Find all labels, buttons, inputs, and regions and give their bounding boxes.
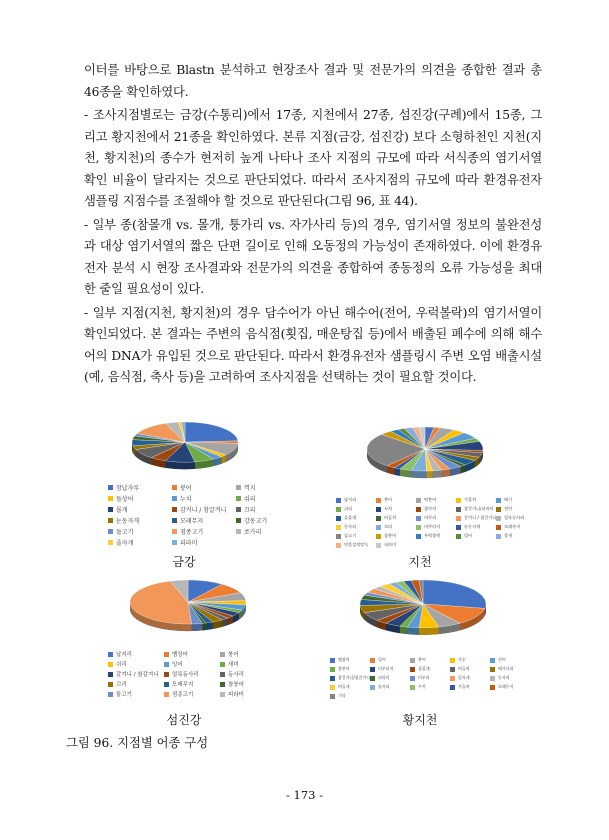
legend-swatch xyxy=(236,485,241,490)
legend-swatch xyxy=(164,692,169,697)
legend-swatch xyxy=(108,518,113,523)
legend-swatch xyxy=(490,685,495,690)
legend-item xyxy=(108,670,158,678)
legend-item xyxy=(416,506,450,512)
legend-item xyxy=(220,660,270,668)
pie-slice-side xyxy=(206,622,213,630)
legend-label: 배가사리 xyxy=(498,666,514,671)
legend-swatch xyxy=(336,543,341,548)
legend-item xyxy=(370,666,404,672)
legend-swatch xyxy=(456,507,461,512)
legend-swatch xyxy=(376,498,381,503)
legend-label: 쉬리 xyxy=(116,662,127,668)
legend-swatch xyxy=(220,652,225,657)
legend-label: 전어 xyxy=(498,657,506,662)
legend-swatch xyxy=(370,667,375,672)
legend-item xyxy=(416,515,450,521)
pie-slice-side xyxy=(411,470,426,478)
legend-item xyxy=(336,497,370,503)
legend-swatch xyxy=(370,685,375,690)
legend-swatch xyxy=(496,525,501,530)
legend-swatch xyxy=(108,540,113,545)
caption-hwangjicheon: 황지천 xyxy=(402,713,438,727)
legend-seomjingang xyxy=(108,650,270,698)
legend-item xyxy=(336,533,370,539)
legend-swatch xyxy=(416,534,421,539)
legend-item xyxy=(490,684,524,690)
legend-swatch xyxy=(410,676,415,681)
legend-item xyxy=(172,505,230,514)
legend-label: 참마자 xyxy=(424,506,437,511)
legend-label: 붕어 xyxy=(228,652,239,658)
legend-item xyxy=(456,524,490,530)
legend-swatch xyxy=(220,662,225,667)
legend-label: 새미 xyxy=(228,662,239,668)
legend-label: 누치 xyxy=(384,506,393,511)
legend-jicheon xyxy=(336,497,530,548)
legend-label: 얼룩동사리 xyxy=(504,515,525,520)
legend-swatch xyxy=(490,658,495,663)
legend-label: 납지리 xyxy=(116,652,132,658)
legend-swatch xyxy=(236,518,241,523)
legend-label: 눈동자개 xyxy=(116,518,140,525)
legend-item xyxy=(236,483,294,492)
legend-swatch xyxy=(220,692,225,697)
legend-label: 참붕어 xyxy=(228,682,244,688)
legend-label: 돌고기 xyxy=(344,533,357,538)
legend-label: 메기 xyxy=(504,497,513,502)
legend-swatch xyxy=(450,676,455,681)
legend-item xyxy=(370,657,404,663)
legend-swatch xyxy=(496,498,501,503)
legend-label: 전어 xyxy=(504,506,513,511)
legend-label: 꼬리 xyxy=(384,524,393,529)
legend-label: 모래무지 xyxy=(180,518,204,525)
legend-label: 동사리 xyxy=(498,675,510,680)
legend-swatch xyxy=(490,676,495,681)
legend-swatch xyxy=(370,676,375,681)
legend-label: 기타 xyxy=(338,693,346,698)
paragraph-3: - 일부 종(참몰개 vs. 몰개, 퉁가리 vs. 자가사리 등)의 경우, 염기서열 정보의 불완전성과 대상 염기서열의 짧은 단편 길이로 인해 오동정의 가능성이 존재하였다. 이에 환경유전자 분석 시 현장 조사결과와 전문가의 의견을 종합하여 종동정의 오류 가능성을 최대한 줄일 필요성이 있다. xyxy=(84,217,542,296)
legend-item xyxy=(172,527,230,536)
legend-item xyxy=(370,675,404,681)
paragraph-1: 이터를 바탕으로 Blastn 분석하고 현장조사 결과 및 전문가의 의견을 종합한 결과 총 46종을 확인하였다. xyxy=(84,63,542,99)
legend-item xyxy=(450,666,484,672)
legend-label: 참붕어 xyxy=(384,533,397,538)
legend-swatch xyxy=(450,658,455,663)
legend-label: 끄리 xyxy=(116,682,127,688)
legend-swatch xyxy=(220,682,225,687)
legend-swatch xyxy=(416,507,421,512)
legend-label: 모래무지 xyxy=(172,682,194,688)
legend-item xyxy=(496,533,530,539)
legend-label: 붕어 xyxy=(180,485,192,492)
legend-label: 가숭 xyxy=(458,657,466,662)
legend-label: 버들치 xyxy=(458,666,470,671)
legend-swatch xyxy=(236,496,241,501)
legend-swatch xyxy=(220,672,225,677)
pie-slice-side xyxy=(192,623,203,631)
legend-item xyxy=(376,533,410,539)
legend-swatch xyxy=(416,498,421,503)
pie-chart-hwangjicheon xyxy=(358,578,488,648)
paragraph-2: - 조사지점별로는 금강(수통리)에서 17종, 지천에서 27종, 섬진강(구례)에서 15종, 그리고 황지천에서 21종을 확인하였다. 본류 지점(금강, 섬진강) 보다 소형하천인 지천(지천, 황지천)의 종수가 현저히 높게 나타나 조사 지점의 규모에 따라 서식종의 염기서열 확인 비율이 달라지는 것으로 판단되었다. 따라서 조사지점의 규모에 따라 환경유전자 샘플링 지점수를 조절해야 할 것으로 판단된다(그림 96, 표 44). xyxy=(84,108,542,208)
legend-label: 송사리 xyxy=(378,684,390,689)
pie-slice xyxy=(423,580,486,608)
legend-item xyxy=(376,497,410,503)
pie-slice-side xyxy=(202,623,205,630)
legend-swatch xyxy=(108,652,113,657)
legend-swatch xyxy=(376,534,381,539)
body-text xyxy=(84,60,542,391)
legend-swatch xyxy=(450,667,455,672)
legend-label: 몰개 xyxy=(116,507,128,514)
legend-item xyxy=(330,657,364,663)
legend-label: 피라미 xyxy=(180,540,198,547)
legend-label: 돌상어 xyxy=(116,496,134,503)
legend-swatch xyxy=(330,694,335,699)
legend-label: 돌고기 xyxy=(116,692,132,698)
legend-item xyxy=(376,515,410,521)
legend-item xyxy=(496,524,530,530)
legend-swatch xyxy=(108,485,113,490)
page-number: - 173 - xyxy=(285,788,324,802)
legend-label: 우럭볼락 xyxy=(424,533,441,538)
legend-label: 점종고기 xyxy=(172,692,194,698)
legend-label: 줄몰개 xyxy=(418,666,430,671)
legend-label: 붕어 xyxy=(418,657,426,662)
legend-label: 피라미 xyxy=(378,675,390,680)
legend-item xyxy=(172,483,230,492)
legend-label: 잉어 xyxy=(172,662,183,668)
legend-label: 모래무지 xyxy=(498,684,514,689)
legend-item xyxy=(450,675,484,681)
legend-swatch xyxy=(496,516,501,521)
legend-label: 줄자개 xyxy=(116,540,134,547)
legend-label: 참붕어 xyxy=(338,666,350,671)
legend-swatch xyxy=(416,516,421,521)
legend-label: 피라미 xyxy=(384,542,397,547)
legend-swatch xyxy=(410,658,415,663)
legend-swatch xyxy=(330,667,335,672)
legend-swatch xyxy=(336,525,341,530)
legend-swatch xyxy=(336,534,341,539)
legend-label: 꺽지 xyxy=(244,485,256,492)
legend-swatch xyxy=(108,507,113,512)
legend-item xyxy=(108,690,158,698)
legend-swatch xyxy=(410,685,415,690)
legend-item xyxy=(108,650,158,658)
caption-geumgang: 금강 xyxy=(172,555,196,569)
legend-label: 동사리 xyxy=(228,672,244,678)
pie-chart-jicheon xyxy=(365,425,485,490)
legend-swatch xyxy=(496,534,501,539)
legend-item xyxy=(220,690,270,698)
legend-label: 미꾸라지 xyxy=(378,666,394,671)
legend-label: 돌고기 xyxy=(116,529,134,536)
legend-item xyxy=(172,494,230,503)
legend-item xyxy=(164,680,214,688)
legend-item xyxy=(330,684,364,690)
legend-label: 버들치 xyxy=(384,515,397,520)
legend-swatch xyxy=(496,507,501,512)
legend-label: 우슬치 xyxy=(458,684,470,689)
legend-swatch xyxy=(172,485,177,490)
legend-label: 점종고기 xyxy=(180,529,204,536)
legend-label: 종개 xyxy=(504,533,513,538)
legend-swatch xyxy=(330,676,335,681)
legend-swatch xyxy=(336,507,341,512)
paragraph-4: - 일부 지점(지천, 황지천)의 경우 담수어가 아닌 해수어(전어, 우럭볼락)의 염기서열이 확인되었다. 본 결과는 주변의 음식점(횟집, 매운탕집 등)에서 배출된 폐수에 의해 해수어의 DNA가 유입된 것으로 판단된다. 따라서 환경유전자 샘플링시 주변 오염 배출시설(예, 음식점, 축사 등)을 고려하여 조사지점을 선택하는 것이 필요할 것이다. xyxy=(84,305,542,384)
figure-caption: 그림 96. 지점별 어종 구성 xyxy=(66,736,209,750)
legend-swatch xyxy=(164,672,169,677)
legend-swatch xyxy=(456,516,461,521)
legend-item xyxy=(108,494,166,503)
legend-label: 동사리 xyxy=(344,524,357,529)
legend-item xyxy=(108,680,158,688)
pie-slice-side xyxy=(400,626,408,634)
legend-item xyxy=(330,666,364,672)
legend-swatch xyxy=(108,496,113,501)
legend-label: 감거니 / 참갈겨니 xyxy=(180,507,227,514)
pie-chart-geumgang xyxy=(130,420,240,480)
legend-item xyxy=(220,670,270,678)
legend-item xyxy=(456,497,490,503)
legend-swatch xyxy=(164,662,169,667)
legend-swatch xyxy=(108,529,113,534)
legend-item xyxy=(330,693,364,699)
legend-swatch xyxy=(490,667,495,672)
legend-item xyxy=(490,657,524,663)
legend-swatch xyxy=(336,516,341,521)
legend-swatch xyxy=(376,543,381,548)
legend-item xyxy=(330,675,371,681)
legend-swatch xyxy=(456,534,461,539)
legend-label: 눈동자개 xyxy=(464,524,481,529)
legend-item xyxy=(490,675,524,681)
legend-item xyxy=(108,527,166,536)
pie-hwangjicheon-svg xyxy=(358,578,488,648)
legend-swatch xyxy=(108,692,113,697)
legend-item xyxy=(236,516,294,525)
legend-item xyxy=(410,657,444,663)
pie-jicheon-svg xyxy=(365,425,485,490)
legend-label: 미꾸리 xyxy=(424,515,437,520)
legend-swatch xyxy=(108,682,113,687)
legend-item xyxy=(336,524,370,530)
legend-label: 민물검정망둑 xyxy=(344,542,369,547)
legend-swatch xyxy=(336,498,341,503)
legend-item xyxy=(172,538,230,547)
legend-item xyxy=(410,675,444,681)
legend-swatch xyxy=(416,525,421,530)
legend-label: 피라미 xyxy=(228,692,244,698)
legend-label: 갈겨니 / 참갈겨니 xyxy=(464,515,497,520)
legend-item xyxy=(456,515,497,521)
legend-label: 쉬리 xyxy=(244,496,256,503)
legend-item xyxy=(416,533,450,539)
legend-swatch xyxy=(410,667,415,672)
legend-item xyxy=(376,542,410,548)
legend-label: 밀자개 xyxy=(458,675,470,680)
legend-item xyxy=(236,527,294,536)
legend-label: 모래무지 xyxy=(504,524,521,529)
legend-label: 우럭 xyxy=(418,684,426,689)
legend-item xyxy=(108,505,166,514)
legend-swatch xyxy=(330,658,335,663)
legend-item xyxy=(496,506,530,512)
legend-label: 미꾸라지 xyxy=(424,524,441,529)
legend-label: 뱀장어 xyxy=(172,652,188,658)
legend-label: 쉬리 xyxy=(344,506,353,511)
legend-item xyxy=(496,515,530,521)
legend-swatch xyxy=(376,525,381,530)
legend-swatch xyxy=(164,652,169,657)
legend-swatch xyxy=(376,516,381,521)
legend-item xyxy=(376,524,410,530)
legend-item xyxy=(456,533,490,539)
legend-item xyxy=(410,684,444,690)
legend-label: 납지리 xyxy=(344,497,357,502)
legend-swatch xyxy=(376,507,381,512)
caption-seomjingang: 섬진강 xyxy=(166,713,202,727)
legend-item xyxy=(456,506,494,512)
legend-item xyxy=(164,650,214,658)
legend-item xyxy=(416,497,450,503)
pie-chart-seomjingang xyxy=(128,578,248,643)
legend-item xyxy=(450,684,484,690)
legend-swatch xyxy=(330,685,335,690)
legend-item xyxy=(220,650,270,658)
legend-item xyxy=(410,666,444,672)
legend-item xyxy=(108,483,166,492)
legend-swatch xyxy=(172,507,177,512)
pie-geumgang-svg xyxy=(130,420,240,480)
legend-swatch xyxy=(172,529,177,534)
legend-item xyxy=(416,524,450,530)
legend-label: 줄몰개 xyxy=(344,515,357,520)
legend-label: 밀어 xyxy=(464,533,473,538)
legend-hwangjicheon xyxy=(330,657,524,699)
legend-item xyxy=(496,497,530,503)
legend-item xyxy=(164,690,214,698)
pie-slice-side xyxy=(394,468,399,476)
legend-item xyxy=(108,516,166,525)
legend-swatch xyxy=(172,518,177,523)
legend-swatch xyxy=(456,525,461,530)
legend-label: 미꾸리 xyxy=(418,675,430,680)
legend-label: 누치 xyxy=(180,496,192,503)
legend-item xyxy=(108,538,166,547)
legend-swatch xyxy=(108,672,113,677)
caption-jicheon: 지천 xyxy=(408,555,432,569)
legend-label: 참납자루 xyxy=(116,485,140,492)
legend-item xyxy=(376,506,410,512)
legend-label: 참갈겨니/참갈겨니 xyxy=(338,675,371,680)
legend-geumgang xyxy=(108,483,294,547)
legend-item xyxy=(450,657,484,663)
legend-label: 강동고기 xyxy=(244,518,268,525)
legend-item xyxy=(164,660,214,668)
legend-swatch xyxy=(172,540,177,545)
legend-label: 가물치 xyxy=(464,497,477,502)
legend-label: 쏘가리 xyxy=(244,529,262,536)
legend-item xyxy=(236,494,294,503)
legend-swatch xyxy=(164,682,169,687)
legend-swatch xyxy=(370,658,375,663)
legend-label: 끄리 xyxy=(244,507,256,514)
legend-label: 버들개 xyxy=(338,684,350,689)
legend-item xyxy=(336,542,370,548)
legend-item xyxy=(236,505,294,514)
legend-swatch xyxy=(236,529,241,534)
legend-item xyxy=(490,666,524,672)
legend-item xyxy=(220,680,270,688)
legend-swatch xyxy=(172,496,177,501)
pie-slice-side xyxy=(407,627,419,635)
legend-label: 뱀장어 xyxy=(338,657,350,662)
legend-label: 붕어 xyxy=(384,497,393,502)
legend-label: 얼룩동사리 xyxy=(172,672,199,678)
pie-seomjingang-svg xyxy=(128,578,248,643)
legend-swatch xyxy=(108,662,113,667)
legend-item xyxy=(336,506,370,512)
legend-item xyxy=(108,660,158,668)
legend-swatch xyxy=(236,507,241,512)
pie-slice-side xyxy=(419,627,439,635)
legend-label: 잉어 xyxy=(378,657,386,662)
legend-item xyxy=(370,684,404,690)
pie-slice-side xyxy=(433,470,442,478)
legend-label: 떡붕어 xyxy=(424,497,437,502)
pie-slice xyxy=(185,422,238,442)
legend-item xyxy=(172,516,230,525)
legend-label: 갈겨니 / 참갈겨니 xyxy=(116,672,159,678)
legend-item xyxy=(164,670,214,678)
pie-slice-side xyxy=(427,471,433,478)
legend-swatch xyxy=(456,498,461,503)
legend-label: 참갈겨니/피라미 xyxy=(464,506,494,511)
legend-swatch xyxy=(450,685,455,690)
legend-item xyxy=(336,515,370,521)
